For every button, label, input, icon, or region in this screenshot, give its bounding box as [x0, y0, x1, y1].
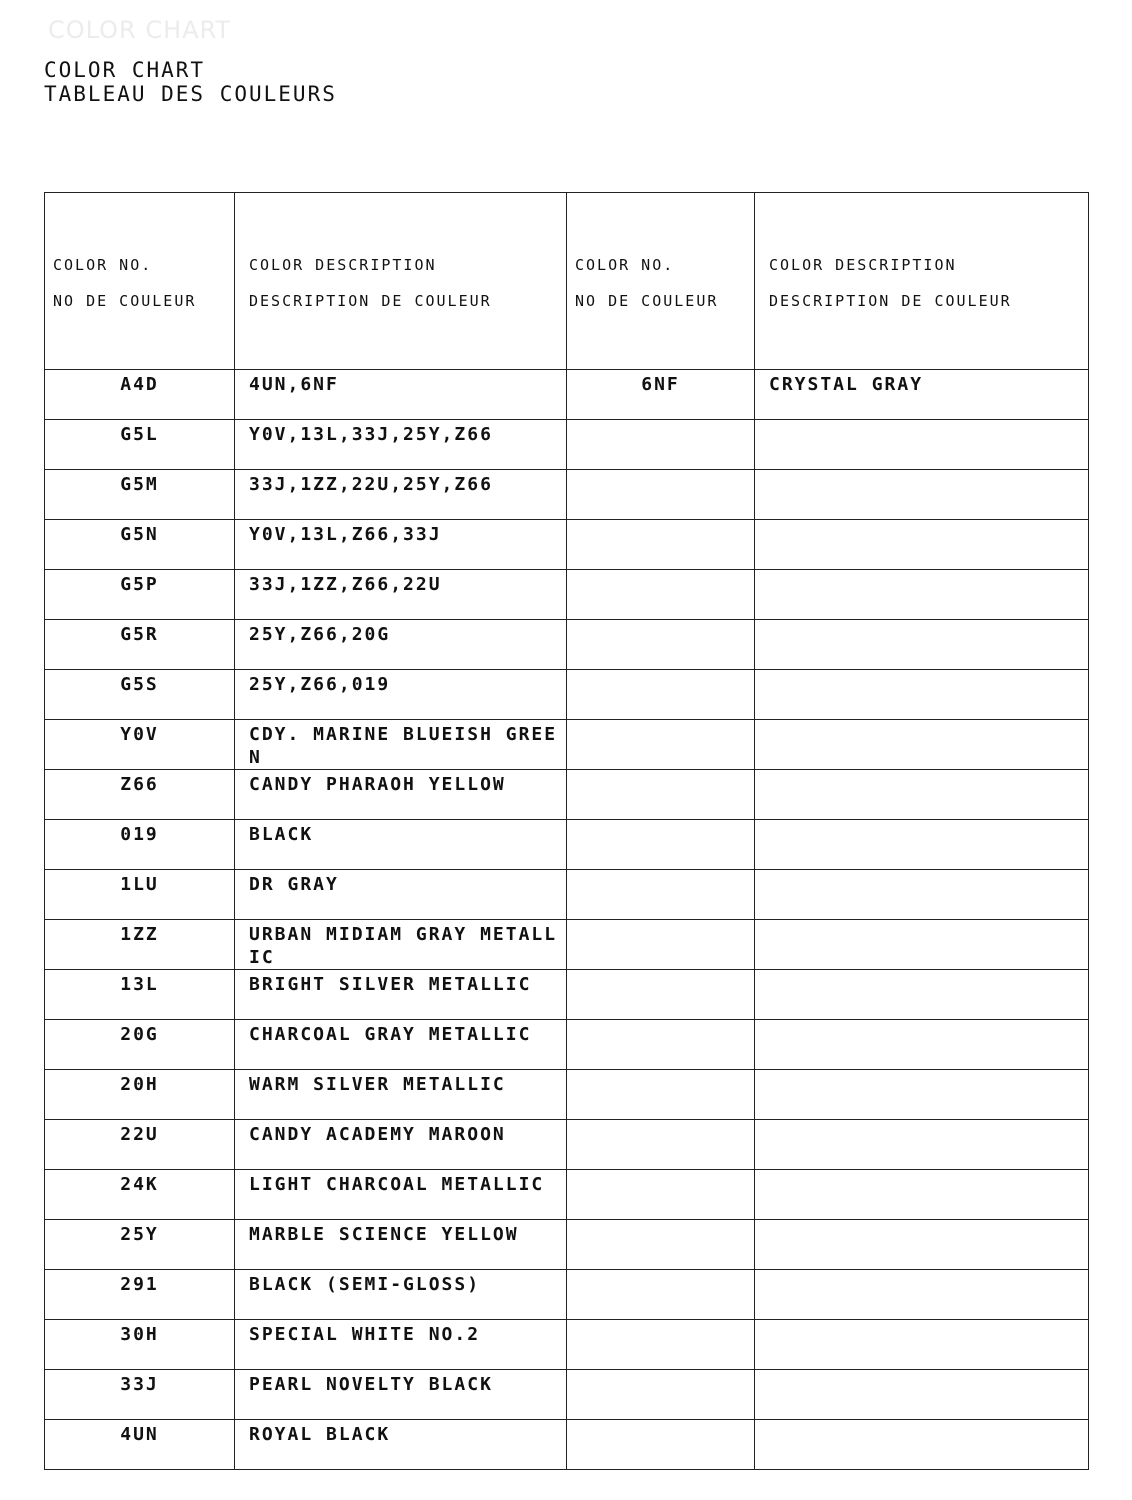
color-code-cell	[45, 1370, 235, 1420]
color-code-cell	[45, 370, 235, 420]
color-description-2-cell	[755, 1170, 1089, 1220]
header-label-fr: NO DE COULEUR	[575, 292, 719, 310]
color-description-2-cell	[755, 470, 1089, 520]
color-description-cell	[235, 1120, 567, 1170]
color-description-cell	[235, 1020, 567, 1070]
color-description-2-cell	[755, 570, 1089, 620]
ghost-title: COLOR CHART	[48, 16, 232, 44]
color-description-cell	[235, 770, 567, 820]
color-code-2-cell	[567, 1270, 755, 1320]
color-code-cell-text: G5S	[120, 674, 159, 695]
table-row	[45, 1170, 1089, 1220]
table-header-row	[45, 193, 1089, 370]
color-description-cell	[235, 1220, 567, 1270]
color-code-2-cell	[567, 1120, 755, 1170]
color-chart-table	[44, 192, 1089, 1470]
color-code-2-cell	[567, 520, 755, 570]
color-description-cell-text: SPECIAL WHITE NO.2	[249, 1324, 481, 1345]
color-code-cell	[45, 1220, 235, 1270]
color-description-cell-text: CANDY PHARAOH YELLOW	[249, 774, 506, 795]
table-row	[45, 1270, 1089, 1320]
color-description-2-cell	[755, 670, 1089, 720]
color-description-2-cell	[755, 870, 1089, 920]
color-description-2-cell	[755, 370, 1089, 420]
table-row	[45, 670, 1089, 720]
color-code-cell	[45, 820, 235, 870]
color-code-cell-text: G5P	[120, 574, 159, 595]
color-code-cell	[45, 620, 235, 670]
color-description-2-cell	[755, 970, 1089, 1020]
color-description-cell	[235, 1070, 567, 1120]
color-description-cell	[235, 870, 567, 920]
table-row	[45, 1370, 1089, 1420]
title-french: TABLEAU DES COULEURS	[44, 82, 337, 106]
color-code-cell	[45, 1070, 235, 1120]
header-label-en: COLOR NO.	[575, 256, 675, 274]
header-label-en: COLOR NO.	[53, 256, 153, 274]
color-description-2-cell	[755, 920, 1089, 970]
table-row	[45, 770, 1089, 820]
color-code-cell-text: Z66	[120, 774, 159, 795]
color-code-cell-text: 13L	[120, 974, 159, 995]
table-row	[45, 520, 1089, 570]
color-description-cell-text: ROYAL BLACK	[249, 1424, 391, 1445]
color-description-cell-text: BLACK	[249, 824, 314, 845]
color-code-2-cell	[567, 1170, 755, 1220]
color-code-cell-text: 33J	[120, 1374, 159, 1395]
color-code-2-cell	[567, 1370, 755, 1420]
color-code-cell	[45, 1170, 235, 1220]
color-code-2-cell	[567, 1070, 755, 1120]
color-code-cell	[45, 920, 235, 970]
color-description-cell	[235, 820, 567, 870]
color-code-cell-text: 1ZZ	[120, 924, 159, 945]
color-description-cell	[235, 920, 567, 970]
color-code-cell	[45, 770, 235, 820]
header-label-fr: DESCRIPTION DE COULEUR	[249, 292, 492, 310]
color-code-cell	[45, 720, 235, 770]
color-code-cell	[45, 670, 235, 720]
table-row	[45, 870, 1089, 920]
color-description-cell	[235, 420, 567, 470]
color-code-cell-text: 22U	[120, 1124, 159, 1145]
table-row	[45, 820, 1089, 870]
table-row	[45, 620, 1089, 670]
color-code-cell-text: 20H	[120, 1074, 159, 1095]
color-description-cell	[235, 470, 567, 520]
color-code-cell-text: G5M	[120, 474, 159, 495]
header-label-fr: NO DE COULEUR	[53, 292, 197, 310]
table-row	[45, 1020, 1089, 1070]
table-row	[45, 1420, 1089, 1470]
color-description-2-cell	[755, 770, 1089, 820]
color-description-2-cell	[755, 420, 1089, 470]
color-code-cell	[45, 1420, 235, 1470]
color-description-cell-text: BRIGHT SILVER METALLIC	[249, 974, 532, 995]
color-description-cell-text: LIGHT CHARCOAL METALLIC	[249, 1174, 545, 1195]
table-row	[45, 420, 1089, 470]
header-label-fr: DESCRIPTION DE COULEUR	[769, 292, 1012, 310]
color-code-2-cell	[567, 420, 755, 470]
color-description-cell	[235, 570, 567, 620]
color-code-cell-text: 4UN	[120, 1424, 159, 1445]
color-code-2-cell	[567, 570, 755, 620]
color-description-cell-text: Y0V,13L,Z66,33J	[249, 524, 442, 545]
table-row	[45, 470, 1089, 520]
color-code-cell-text: 019	[120, 824, 159, 845]
color-code-cell	[45, 520, 235, 570]
color-description-2-cell	[755, 1370, 1089, 1420]
color-code-cell	[45, 1320, 235, 1370]
color-code-2-cell-text: 6NF	[641, 374, 680, 395]
color-code-2-cell	[567, 1420, 755, 1470]
color-code-cell-text: 30H	[120, 1324, 159, 1345]
color-description-cell-text: 33J,1ZZ,Z66,22U	[249, 574, 442, 595]
color-description-cell-text: 33J,1ZZ,22U,25Y,Z66	[249, 474, 493, 495]
table-row	[45, 720, 1089, 770]
table-row	[45, 570, 1089, 620]
color-description-cell-text: BLACK (SEMI-GLOSS)	[249, 1274, 481, 1295]
color-description-cell	[235, 620, 567, 670]
color-code-cell	[45, 570, 235, 620]
table-row	[45, 970, 1089, 1020]
color-code-cell-text: G5N	[120, 524, 159, 545]
page-title	[44, 58, 337, 106]
color-code-2-cell	[567, 870, 755, 920]
color-description-cell-text: PEARL NOVELTY BLACK	[249, 1374, 493, 1395]
color-description-cell	[235, 1270, 567, 1320]
color-code-2-cell	[567, 920, 755, 970]
color-code-2-cell	[567, 370, 755, 420]
color-code-2-cell	[567, 720, 755, 770]
color-description-2-cell	[755, 520, 1089, 570]
color-description-cell-text: URBAN MIDIAM GRAY METALLIC	[249, 924, 558, 968]
table-row	[45, 1120, 1089, 1170]
color-description-cell-text: Y0V,13L,33J,25Y,Z66	[249, 424, 493, 445]
color-code-cell-text: Y0V	[120, 724, 159, 745]
color-description-cell	[235, 1370, 567, 1420]
color-description-cell-text: CDY. MARINE BLUEISH GREEN	[249, 724, 558, 768]
color-description-cell	[235, 370, 567, 420]
color-code-2-cell	[567, 670, 755, 720]
color-code-cell-text: 1LU	[120, 874, 159, 895]
color-code-cell-text: 24K	[120, 1174, 159, 1195]
table-row	[45, 1320, 1089, 1370]
color-code-cell	[45, 1270, 235, 1320]
color-description-cell-text: 25Y,Z66,20G	[249, 624, 391, 645]
color-description-2-cell-text: CRYSTAL GRAY	[769, 374, 924, 395]
color-description-2-cell	[755, 1020, 1089, 1070]
table-row	[45, 1070, 1089, 1120]
color-code-cell	[45, 870, 235, 920]
color-description-2-cell	[755, 720, 1089, 770]
header-color-description	[235, 193, 567, 370]
color-code-cell-text: 20G	[120, 1024, 159, 1045]
color-code-2-cell	[567, 970, 755, 1020]
color-code-cell-text: 25Y	[120, 1224, 159, 1245]
color-code-2-cell	[567, 1020, 755, 1070]
color-description-cell	[235, 1170, 567, 1220]
color-description-2-cell	[755, 1420, 1089, 1470]
table-row	[45, 920, 1089, 970]
color-description-cell	[235, 720, 567, 770]
color-code-cell	[45, 470, 235, 520]
color-code-2-cell	[567, 1220, 755, 1270]
color-description-cell-text: CHARCOAL GRAY METALLIC	[249, 1024, 532, 1045]
color-description-cell	[235, 970, 567, 1020]
color-code-2-cell	[567, 620, 755, 670]
color-code-2-cell	[567, 820, 755, 870]
color-description-cell	[235, 670, 567, 720]
table-body	[45, 370, 1089, 1470]
color-description-2-cell	[755, 1070, 1089, 1120]
color-description-2-cell	[755, 1220, 1089, 1270]
color-code-cell	[45, 1120, 235, 1170]
color-description-cell-text: 4UN,6NF	[249, 374, 339, 395]
color-description-cell	[235, 1320, 567, 1370]
color-description-2-cell	[755, 1120, 1089, 1170]
color-description-cell-text: CANDY ACADEMY MAROON	[249, 1124, 506, 1145]
color-description-cell-text: 25Y,Z66,019	[249, 674, 391, 695]
color-description-2-cell	[755, 620, 1089, 670]
color-code-cell-text: 291	[120, 1274, 159, 1295]
color-code-cell	[45, 1020, 235, 1070]
header-label-en: COLOR DESCRIPTION	[769, 256, 957, 274]
table-row	[45, 1220, 1089, 1270]
color-description-cell-text: DR GRAY	[249, 874, 339, 895]
color-description-2-cell	[755, 820, 1089, 870]
color-description-2-cell	[755, 1270, 1089, 1320]
header-color-description-2	[755, 193, 1089, 370]
color-code-2-cell	[567, 470, 755, 520]
color-description-cell-text: WARM SILVER METALLIC	[249, 1074, 506, 1095]
color-code-cell-text: G5R	[120, 624, 159, 645]
header-color-no-2	[567, 193, 755, 370]
color-code-cell-text: G5L	[120, 424, 159, 445]
color-code-2-cell	[567, 770, 755, 820]
color-code-cell-text: A4D	[120, 374, 159, 395]
color-code-cell	[45, 970, 235, 1020]
color-code-2-cell	[567, 1320, 755, 1370]
header-color-no	[45, 193, 235, 370]
color-description-2-cell	[755, 1320, 1089, 1370]
color-description-cell-text: MARBLE SCIENCE YELLOW	[249, 1224, 519, 1245]
table-row	[45, 370, 1089, 420]
header-label-en: COLOR DESCRIPTION	[249, 256, 437, 274]
title-english: COLOR CHART	[44, 58, 206, 82]
color-code-cell	[45, 420, 235, 470]
color-description-cell	[235, 520, 567, 570]
color-description-cell	[235, 1420, 567, 1470]
